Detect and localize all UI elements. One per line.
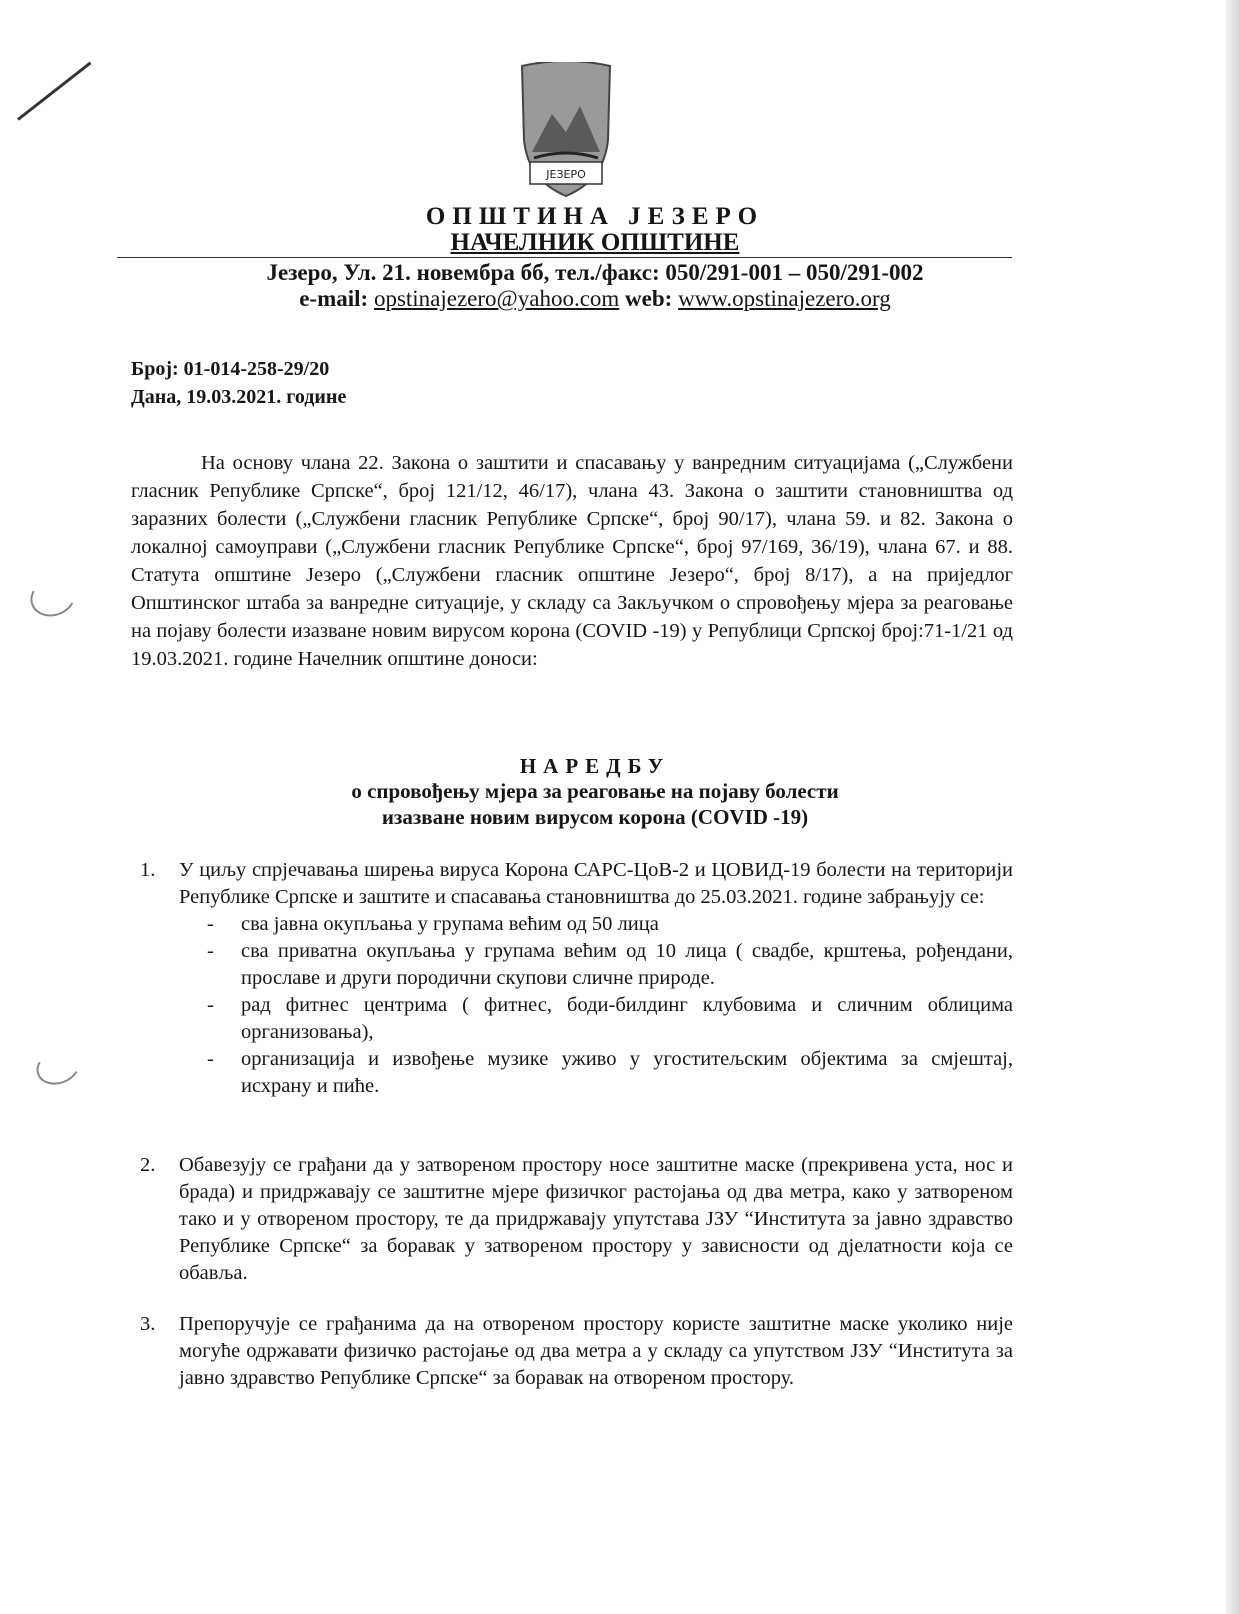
- svg-text:ЈЕЗЕРО: ЈЕЗЕРО: [546, 168, 586, 181]
- email-link[interactable]: opstinajezero@yahoo.com: [373, 286, 620, 311]
- bullet-item: - организација и извођење музике уживо у угоститељским објектима за смјештај, исхрану и пиће.: [207, 1048, 1013, 1097]
- page-edge-shadow: [1226, 0, 1239, 1614]
- contact-line: [130, 286, 1060, 312]
- document-date: Дана, 19.03.2021. године: [131, 386, 347, 408]
- municipality-name: ОПШТИНА ЈЕЗЕРО: [425, 203, 765, 230]
- office-name: НАЧЕЛНИК ОПШТИНЕ: [450, 229, 740, 256]
- item-number: 3.: [140, 1313, 156, 1335]
- bullet-item: - сва приватна окупљања у групама већим од 10 лица ( свадбе, крштења, рођендани, прославе и други породични скупови сличне природе.: [207, 940, 1013, 989]
- header-divider: [117, 257, 1012, 258]
- item-text: Обавезују се грађани да у затвореном простору носе заштитне маске (прекривена уста, нос и брада) и придржавају се заштитне мјере физичког растојања од два метра, како у затвореном тако и у отвореном простору, те да придржавају упутстава ЈЗУ “Института за јавно здравство Републике Српске“ за боравак у затвореном простору у зависности од дјелатности која се обавља.: [179, 1154, 1013, 1284]
- preamble-paragraph: На основу члана 22. Закона о заштити и спасавању у ванредним ситуацијама („Службени гласник Републике Српске“, број 121/12, 46/17), члана 43. Закона о заштити становништва од заразних болести („Службени гласник Републике Српске“, број 90/17), члана 59. и 82. Закона о локалној самоуправи („Службени гласник Републике Српске“, број 97/169, 36/19), члана 67. и 88. Статута општине Језеро („Службени гласник општине Језеро“, број 8/17), а на приједлог Општинског штаба за ванредне ситуације, у складу са Закључком о спровођењу мјера за реаговање на појаву болести изазване новим вирусом корона (COVID -19) у Републици Српској број:71-1/21 од 19.03.2021. године Начелник општине доноси:: [131, 452, 1013, 670]
- bullet-text: организација и извођење музике уживо у угоститељским објектима за смјештај, исхрану и пиће.: [241, 1048, 1013, 1097]
- address-line: Језеро, Ул. 21. новембра бб, тел./факс: 050/291-001 – 050/291-002: [266, 260, 924, 285]
- order-item-3: [140, 1311, 1013, 1392]
- bullet-text: сва јавна окупљања у групама већим од 50 лица: [241, 913, 659, 935]
- order-item-1: [140, 857, 1013, 1100]
- punch-hole-bottom: [32, 1044, 85, 1091]
- document-number: Број: 01-014-258-29/20: [131, 358, 330, 380]
- web-label: web:: [625, 286, 673, 311]
- item-text: Препоручује се грађанима да на отвореном простору користе заштитне маске уколико није могуће одржавати физичко растојање од два метра а у складу са упутством ЈЗУ “Института за јавно здравство Републике Српске“ за боравак на отвореном простору.: [179, 1313, 1013, 1389]
- item-number: 2.: [140, 1154, 156, 1176]
- bullet-item: - рад фитнес центрима ( фитнес, боди-билдинг клубовима и сличним облицима организовања),: [207, 994, 1013, 1043]
- email-label: e-mail:: [299, 286, 369, 311]
- bullet-item: - сва јавна окупљања у групама већим од 50 лица: [207, 913, 659, 935]
- pen-mark: [17, 62, 91, 121]
- order-subtitle-line2: изазване новим вирусом корона (COVID -19): [381, 805, 809, 829]
- coat-of-arms-logo: [512, 62, 620, 202]
- web-link[interactable]: www.opstinajezero.org: [678, 286, 891, 311]
- item-number: 1.: [140, 859, 156, 881]
- order-title: НАРЕДБУ: [519, 754, 671, 778]
- order-item-2: [140, 1152, 1013, 1287]
- item-text: У циљу спрјечавања ширења вируса Корона САРС-ЦоВ-2 и ЦОВИД-19 болести на територији Републике Српске и заштите и спасавања становништва до 25.03.2021. године забрањују се:: [179, 859, 1013, 908]
- bullet-text: рад фитнес центрима ( фитнес, боди-билдинг клубовима и сличним облицима организовања),: [241, 994, 1013, 1043]
- order-subtitle-line1: о спровођењу мјера за реаговање на појаву болести: [351, 779, 839, 803]
- punch-hole-top: [25, 571, 81, 622]
- bullet-text: сва приватна окупљања у групама већим од 10 лица ( свадбе, крштења, рођендани, прославе и други породични скупови сличне природе.: [241, 940, 1013, 989]
